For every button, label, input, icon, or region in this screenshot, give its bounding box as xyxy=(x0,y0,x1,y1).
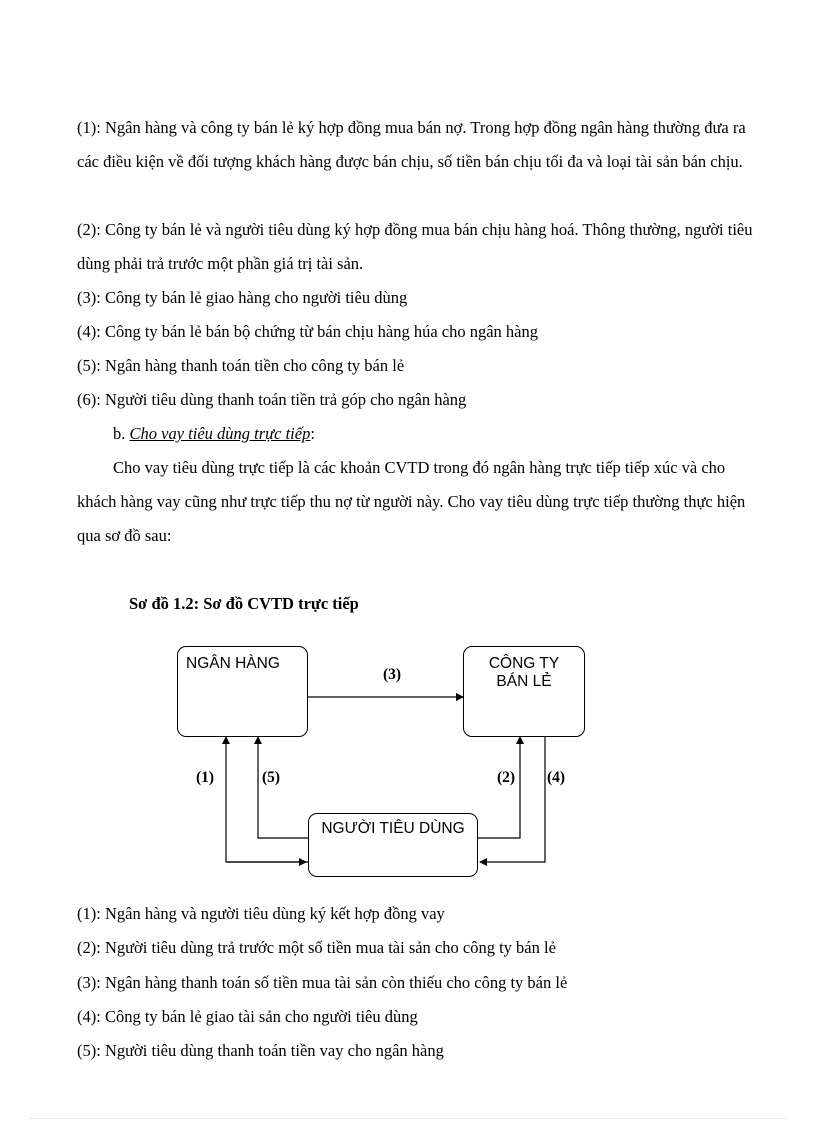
section-title: Cho vay tiêu dùng trực tiếp xyxy=(129,424,311,443)
intro-step-3: (3): Công ty bán lẻ giao hàng cho người tiêu dùng xyxy=(77,288,408,307)
legend-step-2: (2): Người tiêu dùng trả trước một số tiền mua tài sản cho công ty bán lẻ xyxy=(77,938,556,957)
legend-step-3: (3): Ngân hàng thanh toán số tiền mua tài sản còn thiếu cho công ty bán lẻ xyxy=(77,973,568,992)
retailer-label-line1: CÔNG TY xyxy=(488,655,560,672)
consumer-label: NGƯỜI TIÊU DÙNG xyxy=(321,820,465,837)
consumer-box xyxy=(308,813,478,877)
section-paragraph: Cho vay tiêu dùng trực tiếp là các khoản CVTD trong đó ngân hàng trực tiếp tiếp xúc và cho khách hàng vay cũng như trực tiếp thu nợ từ người này. Cho vay tiêu dùng trực tiếp thường thực hiện qua sơ đồ sau: xyxy=(77,458,746,545)
retailer-label-line2: BÁN LẺ xyxy=(496,673,552,690)
label-3: (3) xyxy=(383,666,402,683)
arrow-1 xyxy=(226,737,308,862)
legend-step-4: (4): Công ty bán lẻ giao tài sản cho người tiêu dùng xyxy=(77,1007,418,1026)
section-suffix: : xyxy=(310,424,315,443)
label-1: (1) xyxy=(196,769,215,786)
intro-step-4: (4): Công ty bán lẻ bán bộ chứng từ bán chịu hàng húa cho ngân hàng xyxy=(77,322,538,341)
intro-step-2: (2): Công ty bán lẻ và người tiêu dùng ký hợp đồng mua bán chịu hàng hoá. Thông thường, người tiêu dùng phải trả trước một phần giá trị tài sản. xyxy=(77,220,753,273)
label-2: (2) xyxy=(497,769,516,786)
section-prefix: b. xyxy=(113,424,130,443)
arrow-2 xyxy=(478,737,520,838)
arrow-4 xyxy=(480,737,545,862)
intro-step-1: (1): Ngân hàng và công ty bán lẻ ký hợp đồng mua bán nợ. Trong hợp đồng ngân hàng thường đưa ra các điều kiện về đối tượng khách hàng được bán chịu, số tiền bán chịu tối đa và loại tài sản bán chịu. xyxy=(77,118,746,171)
footer-divider xyxy=(30,1118,786,1119)
diagram-title: Sơ đồ 1.2: Sơ đồ CVTD trực tiếp xyxy=(129,594,359,613)
label-5: (5) xyxy=(262,769,281,786)
legend-step-1: (1): Ngân hàng và người tiêu dùng ký kết hợp đồng vay xyxy=(77,904,445,923)
bank-label: NGÂN HÀNG xyxy=(186,655,280,672)
bank-box xyxy=(177,646,308,737)
legend-step-5: (5): Người tiêu dùng thanh toán tiền vay cho ngân hàng xyxy=(77,1041,444,1060)
intro-step-6: (6): Người tiêu dùng thanh toán tiền trả góp cho ngân hàng xyxy=(77,390,467,409)
retailer-box xyxy=(463,646,585,737)
arrow-5 xyxy=(258,737,308,838)
intro-step-5: (5): Ngân hàng thanh toán tiền cho công ty bán lẻ xyxy=(77,356,405,375)
label-4: (4) xyxy=(547,769,566,786)
